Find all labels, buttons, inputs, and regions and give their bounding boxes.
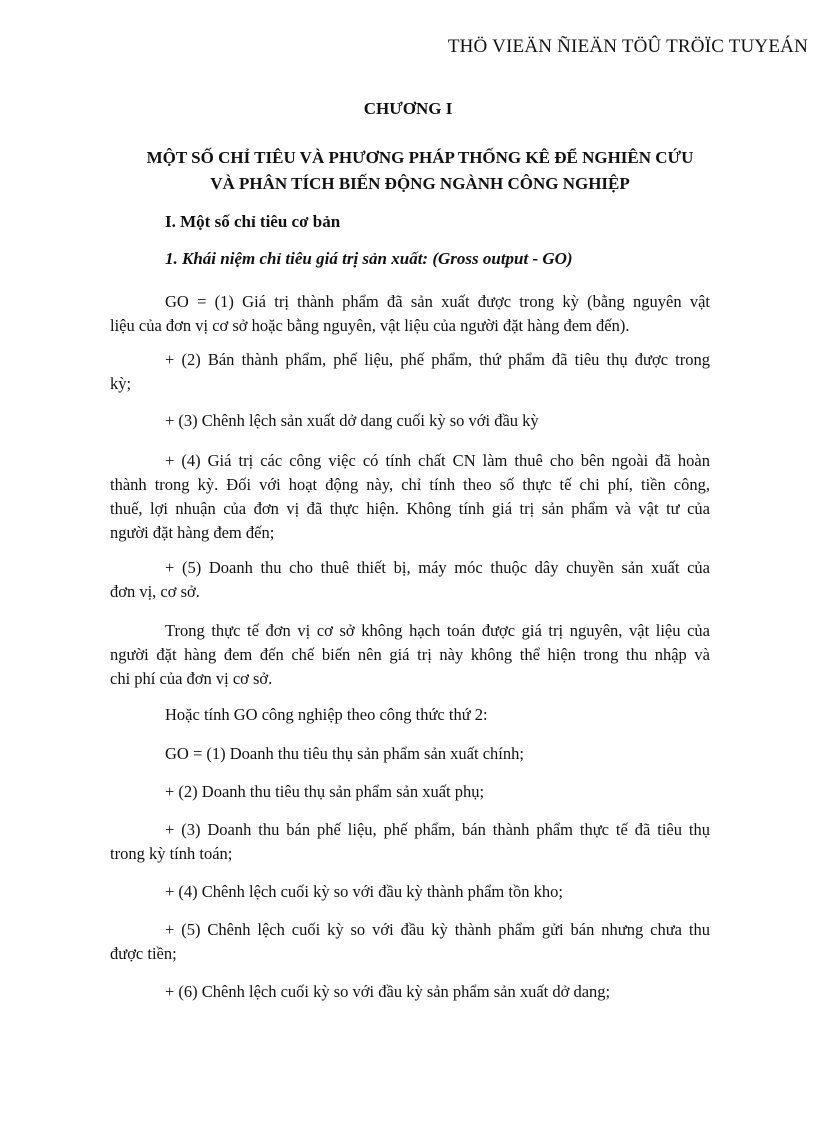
paragraph-line: + (3) Doanh thu bán phế liệu, phế phẩm, bán thành phẩm thực tế đã tiêu thụ xyxy=(165,820,710,839)
running-header: THÖ VIEÄN ÑIEÄN TÖÛ TRÖÏC TUYEÁN xyxy=(447,36,808,57)
paragraph-line: GO = (1) Doanh thu tiêu thụ sản phẩm sản xuất chính; xyxy=(165,744,524,763)
paragraph-line: GO = (1) Giá trị thành phẩm đã sản xuất được trong kỳ (bằng nguyên vật xyxy=(165,292,710,311)
paragraph-2 xyxy=(110,348,710,396)
paragraph-line: thành trong kỳ. Đối với hoạt động này, chỉ tính theo số thực tế chi phí, tiền công, xyxy=(110,475,710,494)
paragraph-1 xyxy=(110,290,710,338)
paragraph-9 xyxy=(110,780,710,804)
chapter-title xyxy=(120,145,720,197)
paragraph-line: người đặt hàng đem đến chế biến nên giá trị này không thể hiện trong thu nhập và xyxy=(110,645,710,664)
paragraph-13 xyxy=(110,980,710,1004)
paragraph-line: được tiền; xyxy=(110,944,177,963)
paragraph-line: Hoặc tính GO công nghiệp theo công thức thứ 2: xyxy=(165,705,488,724)
section-heading: I. Một số chỉ tiêu cơ bản xyxy=(165,212,341,231)
paragraph-6 xyxy=(110,619,710,691)
chapter-title-line-2: VÀ PHÂN TÍCH BIẾN ĐỘNG NGÀNH CÔNG NGHIỆP xyxy=(210,174,630,193)
sub-heading: 1. Khái niệm chỉ tiêu giá trị sản xuất: (Gross output - GO) xyxy=(165,249,573,268)
paragraph-line: + (4) Giá trị các công việc có tính chất CN làm thuê cho bên ngoài đã hoàn xyxy=(165,451,710,470)
paragraph-line: kỳ; xyxy=(110,374,132,393)
paragraph-10 xyxy=(110,818,710,866)
chapter-title-line-1: MỘT SỐ CHỈ TIÊU VÀ PHƯƠNG PHÁP THỐNG KÊ ĐỂ NGHIÊN CỨU xyxy=(146,148,694,167)
paragraph-line: chi phí của đơn vị cơ sở. xyxy=(110,669,273,688)
paragraph-4 xyxy=(110,449,710,545)
paragraph-12 xyxy=(110,918,710,966)
paragraph-line: + (3) Chênh lệch sản xuất dở dang cuối kỳ so với đầu kỳ xyxy=(165,411,539,430)
paragraph-line: liệu của đơn vị cơ sở hoặc bằng nguyên, vật liệu của người đặt hàng đem đến). xyxy=(110,316,630,335)
paragraph-8 xyxy=(110,742,710,766)
paragraph-line: + (2) Bán thành phẩm, phế liệu, phế phẩm, thứ phẩm đã tiêu thụ được trong xyxy=(165,350,710,369)
paragraph-7 xyxy=(110,703,710,727)
paragraph-line: người đặt hàng đem đến; xyxy=(110,523,275,542)
paragraph-line: Trong thực tế đơn vị cơ sở không hạch toán được giá trị nguyên, vật liệu của xyxy=(165,621,710,640)
paragraph-line: thuế, lợi nhuận của đơn vị đã thực hiện. Không tính giá trị sản phẩm và vật tư của xyxy=(110,499,710,518)
paragraph-line: + (4) Chênh lệch cuối kỳ so với đầu kỳ thành phẩm tồn kho; xyxy=(165,882,563,901)
paragraph-line: đơn vị, cơ sở. xyxy=(110,582,200,601)
paragraph-5 xyxy=(110,556,710,604)
paragraph-line: trong kỳ tính toán; xyxy=(110,844,233,863)
paragraph-line: + (6) Chênh lệch cuối kỳ so với đầu kỳ sản phẩm sản xuất dở dang; xyxy=(165,982,611,1001)
paragraph-11 xyxy=(110,880,710,904)
paragraph-line: + (5) Chênh lệch cuối kỳ so với đầu kỳ thành phẩm gửi bán nhưng chưa thu xyxy=(165,920,710,939)
paragraph-line: + (2) Doanh thu tiêu thụ sản phẩm sản xuất phụ; xyxy=(165,782,485,801)
paragraph-line: + (5) Doanh thu cho thuê thiết bị, máy móc thuộc dây chuyền sản xuất của xyxy=(165,558,710,577)
paragraph-3 xyxy=(110,409,710,433)
chapter-label: CHƯƠNG I xyxy=(363,99,453,118)
